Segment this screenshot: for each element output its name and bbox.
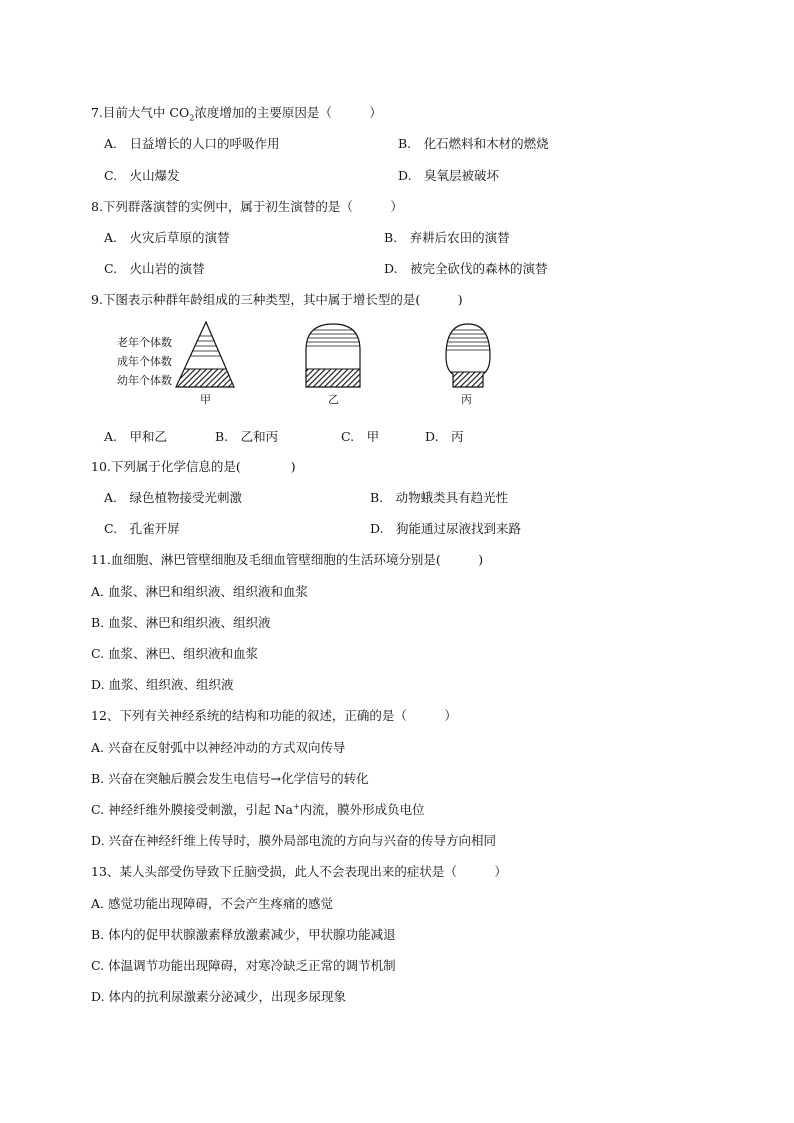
q8-option-a: A. 火灾后草原的演替 [104, 230, 230, 245]
q8-option-d: D. 被完全砍伐的森林的演替 [384, 261, 548, 276]
q7-stem-post: 浓度增加的主要原因是（ ） [194, 105, 382, 120]
question-12-stem: 12、下列有关神经系统的结构和功能的叙述，正确的是（ ） [91, 708, 457, 723]
q12-option-a: A. 兴奋在反射弧中以神经冲动的方式双向传导 [91, 740, 346, 755]
q9-option-c: C. 甲 [341, 429, 380, 444]
q7-stem-pre: 7.目前大气中 CO [91, 105, 190, 120]
legend-young: 幼年个体数 [117, 374, 172, 387]
pyramid-yi [300, 324, 366, 387]
legend-adult: 成年个体数 [117, 355, 172, 368]
label-jia: 甲 [200, 393, 211, 406]
q10-option-a: A. 绿色植物接受光刺激 [104, 490, 243, 505]
q11-option-d: D. 血浆、组织液、组织液 [91, 677, 234, 692]
q8-option-b: B. 弃耕后农田的演替 [384, 230, 510, 245]
pyramid-jia [170, 322, 240, 387]
question-11-stem: 11.血细胞、淋巴管壁细胞及毛细血管壁细胞的生活环境分别是( ) [91, 552, 484, 567]
q7-option-c: C. 火山爆发 [104, 168, 180, 183]
q7-stem-sub: 2 [189, 113, 195, 123]
q7-option-d: D. 臭氧层被破坏 [398, 168, 500, 183]
q13-option-c: C. 体温调节功能出现障碍，对寒冷缺乏正常的调节机制 [91, 958, 396, 973]
question-7-stem [91, 103, 382, 123]
q12-c-sup: + [292, 801, 300, 811]
pyramid-bing [440, 324, 496, 388]
question-13-stem: 13、某人头部受伤导致下丘脑受损，此人不会表现出来的症状是（ ） [91, 864, 507, 879]
q7-option-b: B. 化石燃料和木材的燃烧 [398, 136, 549, 151]
q12-c-post: 内流，膜外形成负电位 [299, 802, 425, 817]
q13-option-d: D. 体内的抗利尿激素分泌减少，出现多尿现象 [91, 989, 347, 1004]
question-8-stem: 8.下列群落演替的实例中，属于初生演替的是（ ） [91, 199, 403, 214]
q11-option-b: B. 血浆、淋巴和组织液、组织液 [91, 615, 271, 630]
q8-option-c: C. 火山岩的演替 [104, 261, 205, 276]
q9-option-a: A. 甲和乙 [104, 429, 168, 444]
question-9-stem: 9.下图表示种群年龄组成的三种类型，其中属于增长型的是( ) [91, 292, 463, 307]
question-10-stem: 10.下列属于化学信息的是( ) [91, 459, 296, 474]
q11-option-a: A. 血浆、淋巴和组织液、组织液和血浆 [91, 584, 308, 599]
q10-option-b: B. 动物蛾类具有趋光性 [370, 490, 509, 505]
q9-option-b: B. 乙和丙 [215, 429, 279, 444]
q13-option-a: A. 感觉功能出现障碍，不会产生疼痛的感觉 [91, 896, 333, 911]
q11-option-c: C. 血浆、淋巴、组织液和血浆 [91, 646, 259, 661]
q12-option-d: D. 兴奋在神经纤维上传导时，膜外局部电流的方向与兴奋的传导方向相同 [91, 833, 497, 848]
label-yi: 乙 [328, 393, 339, 406]
age-structure-figure [170, 320, 500, 392]
q12-option-c [91, 800, 425, 818]
q12-c-pre: C. 神经纤维外膜接受刺激，引起 Na [91, 802, 293, 817]
q10-option-d: D. 狗能通过尿液找到来路 [370, 521, 522, 536]
q7-option-a: A. 日益增长的人口的呼吸作用 [104, 136, 280, 151]
q13-option-b: B. 体内的促甲状腺激素释放激素减少，甲状腺功能减退 [91, 927, 396, 942]
q10-option-c: C. 孔雀开屏 [104, 521, 180, 536]
label-bing: 丙 [461, 393, 472, 406]
q9-option-d: D. 丙 [425, 429, 464, 444]
legend-old: 老年个体数 [117, 336, 172, 349]
q12-option-b: B. 兴奋在突触后膜会发生电信号→化学信号的转化 [91, 771, 369, 786]
